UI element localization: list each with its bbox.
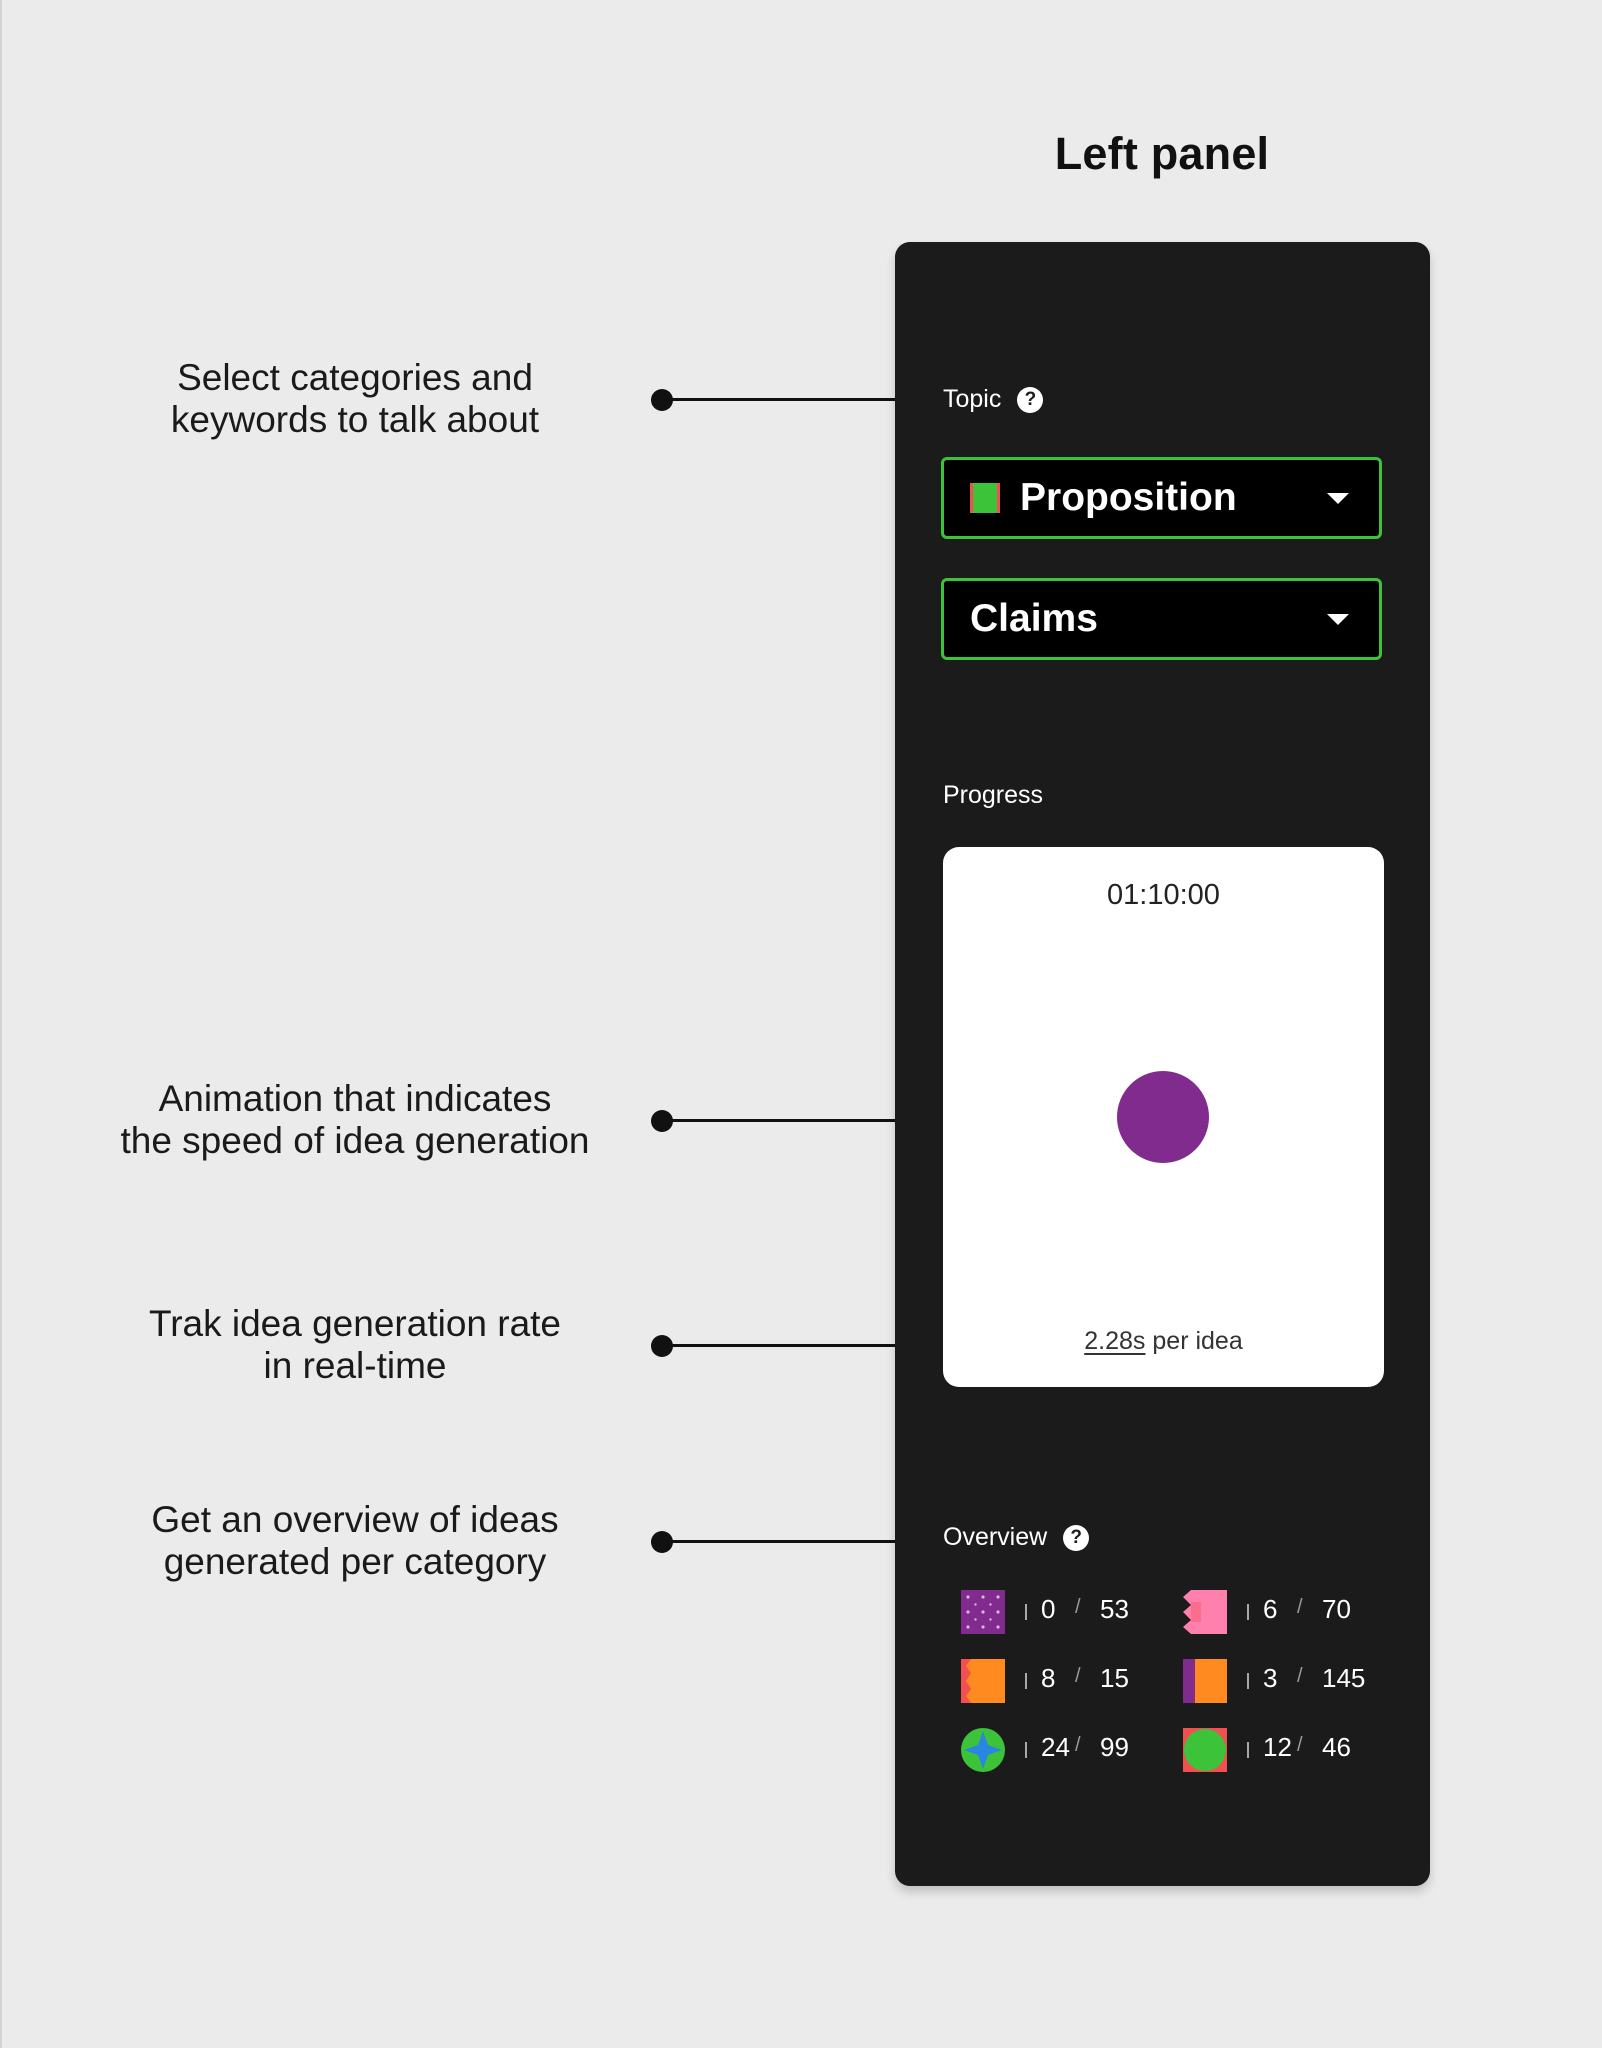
topic-help-icon[interactable]: ? <box>1017 387 1043 413</box>
left-panel <box>895 242 1430 1886</box>
idea-speed-animation <box>1117 1071 1209 1163</box>
overview-tick <box>1025 1604 1027 1620</box>
idea-rate-suffix: per idea <box>1145 1327 1243 1355</box>
idea-rate <box>943 1327 1384 1356</box>
green-circle-blue-star-icon <box>961 1728 1005 1772</box>
annotation-overview-line2: generated per category <box>163 1541 547 1582</box>
overview-separator: / <box>1297 1734 1303 1756</box>
overview-total: 53 <box>1100 1594 1129 1624</box>
annotation-topic-line2: keywords to talk about <box>170 399 540 440</box>
annotation-overview <box>95 1499 615 1583</box>
annotation-topic-connector <box>662 398 898 401</box>
overview-tick <box>1025 1673 1027 1689</box>
annotation-animation-line2: the speed of idea generation <box>120 1120 590 1161</box>
overview-item[interactable] <box>961 1659 1161 1703</box>
overview-total: 99 <box>1100 1732 1129 1762</box>
chevron-down-icon <box>1327 493 1349 504</box>
overview-separator: / <box>1297 1596 1303 1618</box>
progress-section-label <box>943 781 1043 810</box>
annotation-rate-connector <box>662 1344 898 1347</box>
purple-dotted-square-icon <box>961 1590 1005 1634</box>
overview-item[interactable] <box>1183 1659 1383 1703</box>
overview-item[interactable] <box>961 1590 1161 1634</box>
category-swatch-icon <box>970 483 1000 513</box>
overview-item[interactable] <box>1183 1590 1383 1634</box>
overview-separator: / <box>1075 1734 1081 1756</box>
orange-purple-stripe-square-icon <box>1183 1659 1227 1703</box>
category-select-value: Proposition <box>1020 476 1237 519</box>
page-edge <box>0 0 2 2048</box>
overview-total: 46 <box>1322 1732 1351 1762</box>
annotation-rate <box>95 1303 615 1387</box>
topic-section-label <box>943 385 1043 414</box>
annotation-topic <box>95 357 615 441</box>
chevron-down-icon <box>1327 614 1349 625</box>
annotation-animation-line1: Animation that indicates <box>158 1078 552 1119</box>
overview-item[interactable] <box>1183 1728 1383 1772</box>
overview-separator: / <box>1297 1665 1303 1687</box>
overview-help-icon[interactable]: ? <box>1063 1525 1089 1551</box>
overview-total: 15 <box>1100 1663 1129 1693</box>
overview-total: 145 <box>1322 1663 1366 1693</box>
overview-separator: / <box>1075 1665 1081 1687</box>
page-title: Left panel <box>1054 128 1270 179</box>
overview-tick <box>1247 1604 1249 1620</box>
pink-notched-flag-icon <box>1183 1590 1227 1634</box>
topic-label: Topic <box>943 385 1002 413</box>
orange-zigzag-square-icon <box>961 1659 1005 1703</box>
overview-count: 12 <box>1263 1732 1292 1762</box>
session-timer: 01:10:00 <box>1107 879 1220 911</box>
annotation-rate-line1: Trak idea generation rate <box>148 1303 562 1344</box>
overview-tick <box>1247 1673 1249 1689</box>
annotation-overview-connector <box>662 1540 898 1543</box>
annotation-topic-line1: Select categories and <box>177 357 533 398</box>
progress-label: Progress <box>943 781 1044 809</box>
annotation-animation-connector <box>662 1119 898 1122</box>
keyword-select-value: Claims <box>970 597 1098 640</box>
progress-card <box>943 847 1384 1387</box>
overview-count: 6 <box>1263 1594 1278 1624</box>
annotation-overview-line1: Get an overview of ideas <box>151 1499 559 1540</box>
overview-separator: / <box>1075 1596 1081 1618</box>
overview-label: Overview <box>943 1523 1048 1551</box>
overview-count: 8 <box>1041 1663 1056 1693</box>
idea-rate-value[interactable]: 2.28s <box>1084 1327 1146 1355</box>
overview-section-label <box>943 1523 1089 1552</box>
category-select[interactable] <box>941 457 1382 539</box>
overview-total: 70 <box>1322 1594 1351 1624</box>
overview-item[interactable] <box>961 1728 1161 1772</box>
annotation-animation <box>95 1078 615 1162</box>
overview-count: 0 <box>1041 1594 1056 1624</box>
overview-tick <box>1025 1742 1027 1758</box>
overview-tick <box>1247 1742 1249 1758</box>
green-circle-red-square-icon <box>1183 1728 1227 1772</box>
overview-count: 3 <box>1263 1663 1278 1693</box>
annotation-rate-line2: in real-time <box>263 1345 447 1386</box>
overview-count: 24 <box>1041 1732 1070 1762</box>
keyword-select[interactable] <box>941 578 1382 660</box>
